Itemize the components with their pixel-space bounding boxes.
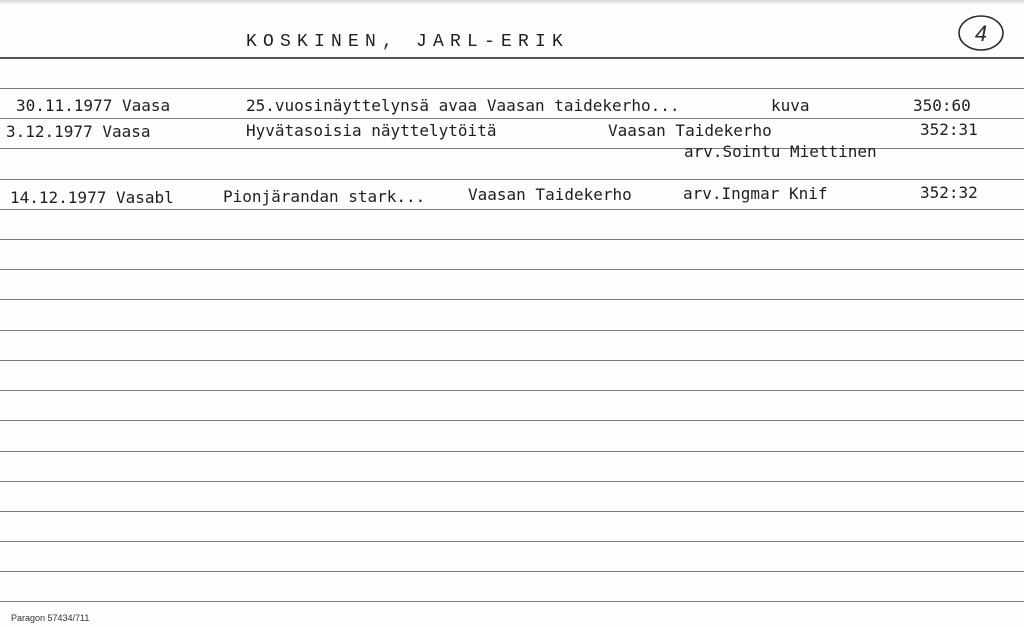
ruled-line bbox=[0, 299, 1024, 300]
ruled-line bbox=[0, 511, 1024, 512]
entry-organizer: Vaasan Taidekerho bbox=[468, 185, 632, 204]
entry-reviewer: arv.Sointu Miettinen bbox=[684, 142, 877, 161]
ruled-line bbox=[0, 451, 1024, 452]
entry-reference: 352:32 bbox=[920, 183, 978, 202]
entry-reference: 352:31 bbox=[920, 120, 978, 139]
ruled-line bbox=[0, 118, 1024, 119]
card-number-circle bbox=[956, 12, 1006, 52]
entry-reviewer: arv.Ingmar Knif bbox=[683, 184, 828, 203]
entry-title: 25.vuosinäyttelynsä avaa Vaasan taidekerho... bbox=[246, 96, 680, 115]
ruled-line bbox=[0, 481, 1024, 482]
ruled-line bbox=[0, 571, 1024, 572]
ruled-line bbox=[0, 390, 1024, 391]
entry-date-place: 14.12.1977 Vasabl bbox=[10, 188, 174, 207]
ruled-line bbox=[0, 179, 1024, 180]
ruled-line bbox=[0, 541, 1024, 542]
ruled-line bbox=[0, 209, 1024, 210]
card-title: KOSKINEN, JARL-ERIK bbox=[246, 32, 570, 52]
card-number-text: 4 bbox=[974, 21, 988, 46]
card-top-edge bbox=[0, 0, 1024, 5]
entry-date-place: 3.12.1977 Vaasa bbox=[6, 122, 151, 141]
header-rule bbox=[0, 57, 1024, 59]
ruled-line bbox=[0, 360, 1024, 361]
entry-title: Hyvätasoisia näyttelytöitä bbox=[246, 121, 497, 140]
entry-note: kuva bbox=[771, 96, 810, 115]
card-footer: Paragon 57434/711 bbox=[11, 613, 90, 623]
ruled-line bbox=[0, 239, 1024, 240]
entry-date-place: 30.11.1977 Vaasa bbox=[16, 96, 171, 115]
ruled-line bbox=[0, 420, 1024, 421]
ruled-line bbox=[0, 330, 1024, 331]
entry-title: Pionjärandan stark... bbox=[223, 187, 426, 206]
card-number-icon bbox=[956, 12, 1006, 52]
ruled-line bbox=[0, 269, 1024, 270]
ruled-line bbox=[0, 88, 1024, 89]
entry-reference: 350:60 bbox=[913, 96, 971, 115]
ruled-line bbox=[0, 601, 1024, 602]
entry-organizer: Vaasan Taidekerho bbox=[608, 121, 772, 140]
